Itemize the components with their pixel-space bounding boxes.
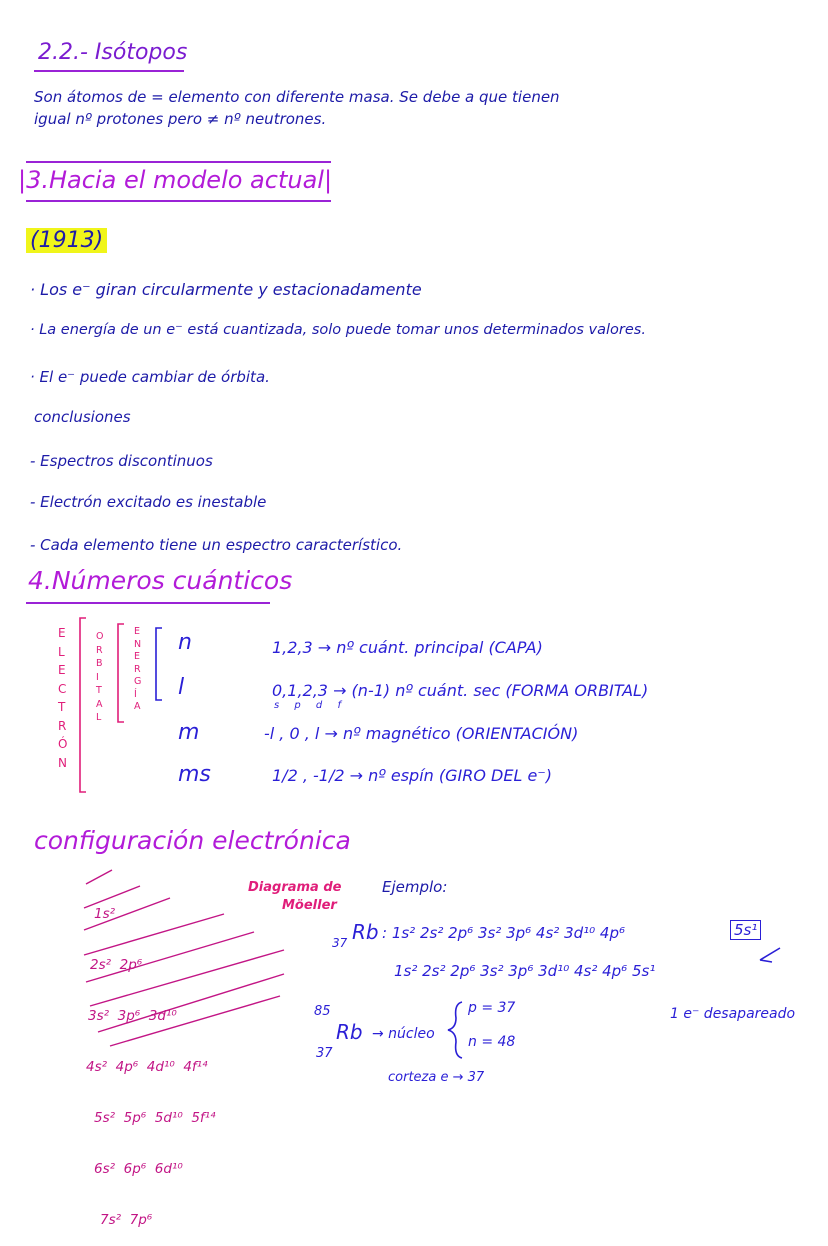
electron-letter: E (58, 663, 66, 677)
energia-letter: R (134, 663, 141, 675)
energia-letter: E (134, 651, 141, 662)
rb-last-orbital: 5s¹ (730, 920, 761, 940)
bullet-1: · Los e⁻ giran circularmente y estacionadamente (30, 280, 422, 299)
orbital-letter: I (96, 671, 99, 683)
qn-desc-l: 0,1,2,3 → (n-1) nº cuánt. sec (FORMA ORBITAL) (272, 681, 649, 700)
moeller-row-7: 7s² 7p⁶ (100, 1212, 153, 1228)
qn-symbol-ms: ms (178, 762, 211, 787)
config-title: configuración electrónica (34, 826, 351, 855)
nucleo-atomic-number: 37 (316, 1046, 333, 1061)
electron-bracket (80, 618, 86, 792)
energia-bracket (156, 628, 162, 700)
nucleo-mass-number: 85 (314, 1004, 331, 1019)
electron-letter: T (58, 700, 66, 714)
moeller-row-2: 2s² 2p⁶ (90, 957, 143, 973)
nucleo-brace (448, 1002, 462, 1058)
unpaired-arrow (760, 948, 780, 962)
moeller-row-1: 1s² (94, 906, 116, 922)
conclusion-2: - Electrón excitado es inestable (30, 493, 267, 511)
electron-letter: L (58, 644, 65, 659)
moeller-arrows (84, 870, 284, 1046)
neutron-count: n = 48 (468, 1034, 516, 1050)
energia-letter: N (134, 638, 142, 650)
conclusions-label: conclusiones (34, 408, 131, 426)
moeller-label-2: Möeller (282, 898, 337, 913)
example-label: Ejemplo: (382, 878, 448, 896)
moeller-row-3: 3s² 3p⁶ 3d¹⁰ (88, 1008, 177, 1024)
moeller-row-5: 5s² 5p⁶ 5d¹⁰ 5f¹⁴ (94, 1110, 216, 1126)
electron-letter: C (58, 681, 67, 696)
conclusion-1: - Espectros discontinuos (30, 452, 213, 470)
qn-desc-ms: 1/2 , -1/2 → nº espín (GIRO DEL e⁻) (272, 766, 552, 785)
bullet-2: · La energía de un e⁻ está cuantizada, solo puede tomar unos determinados valores. (30, 322, 646, 338)
orbital-letter: B (96, 658, 103, 669)
proton-count: p = 37 (468, 1000, 516, 1016)
qn-desc-m: -l , 0 , l → nº magnético (ORIENTACIÓN) (264, 724, 579, 743)
isotopos-line-2: igual nº protones pero ≠ nº neutrones. (34, 110, 327, 128)
conclusion-3: - Cada elemento tiene un espectro característico. (30, 536, 403, 554)
moeller-row-4: 4s² 4p⁶ 4d¹⁰ 4f¹⁴ (86, 1059, 208, 1075)
qn-spdf: s p d f (274, 700, 347, 711)
qn-desc-n: 1,2,3 → nº cuánt. principal (CAPA) (272, 638, 543, 657)
orbital-letter: T (96, 685, 102, 696)
year-label: (1913) (26, 228, 107, 253)
energia-letter: A (134, 701, 141, 712)
modelo-title: |3.Hacia el modelo actual| (18, 166, 333, 194)
isotopos-title: 2.2.- Isótopos (38, 40, 188, 65)
unpaired-note: 1 e⁻ desapareado (670, 1006, 796, 1022)
electron-letter: R (58, 718, 67, 733)
isotopos-line-1: Son átomos de = elemento con diferente masa. Se debe a que tienen (34, 88, 560, 106)
rb-atomic-number: 37 (332, 936, 348, 950)
moeller-label-1: Diagrama de (248, 880, 342, 895)
orbital-letter: L (96, 712, 102, 723)
orbital-letter: R (96, 644, 103, 656)
qn-symbol-n: n (178, 630, 192, 655)
bullet-3: · El e⁻ puede cambiar de órbita. (30, 368, 270, 386)
energia-letter: Í (134, 688, 137, 700)
energia-letter: G (134, 676, 142, 687)
energia-letter: E (134, 626, 141, 637)
orbital-letter: O (96, 631, 104, 642)
electron-letter: E (58, 626, 66, 640)
electron-letter: N (58, 755, 67, 770)
orbital-bracket (118, 624, 124, 722)
nucleo-arrow-label: → núcleo (372, 1026, 435, 1042)
cuanticos-title: 4.Números cuánticos (28, 566, 293, 595)
corteza-label: corteza e → 37 (388, 1070, 485, 1085)
moeller-row-6: 6s² 6p⁶ 6d¹⁰ (94, 1161, 183, 1177)
qn-symbol-m: m (178, 720, 200, 745)
rb-config: : 1s² 2s² 2p⁶ 3s² 3p⁶ 4s² 3d¹⁰ 4p⁶ (382, 924, 626, 942)
qn-symbol-l: l (178, 675, 185, 700)
electron-letter: Ó (58, 737, 68, 751)
nucleo-symbol: Rb (336, 1020, 363, 1044)
orbital-letter: A (96, 698, 103, 710)
rb-config-ordered: 1s² 2s² 2p⁶ 3s² 3p⁶ 3d¹⁰ 4s² 4p⁶ 5s¹ (394, 962, 656, 980)
rb-symbol: Rb (352, 920, 379, 944)
